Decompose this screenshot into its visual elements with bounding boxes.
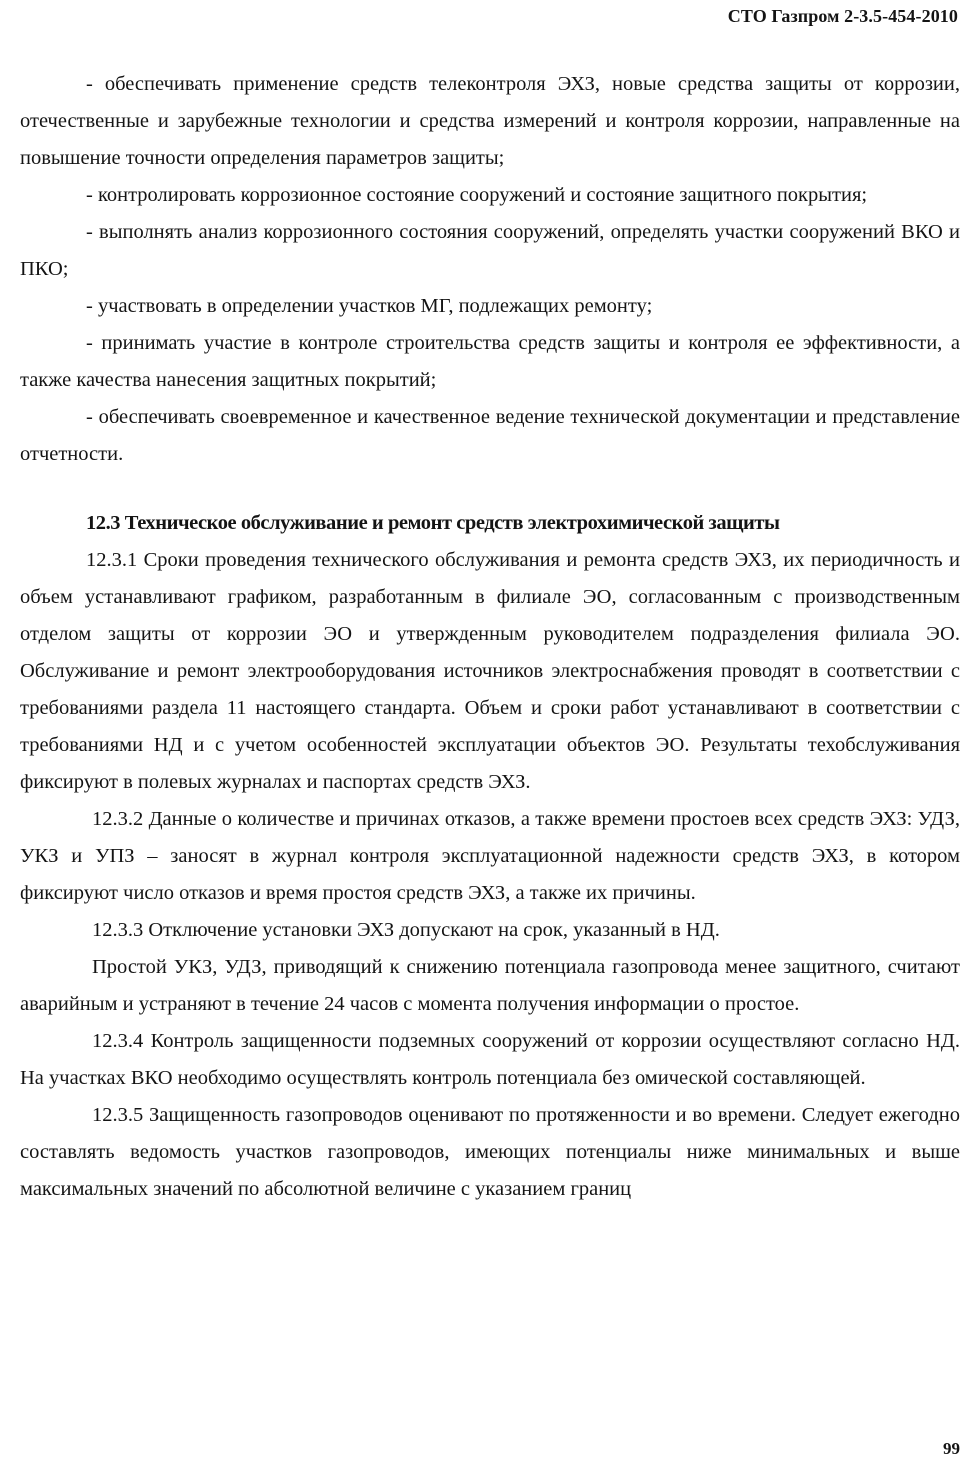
paragraph: 12.3.2 Данные о количестве и причинах отказов, а также времени простоев всех средств ЭХЗ: УДЗ, УКЗ и УПЗ – заносят в журнал контроля эксплуатационной надежности средств ЭХЗ, в котором фиксируют число отказов и время простоя средств ЭХЗ, а также их причины. [20,808,960,904]
list-item: - участвовать в определении участков МГ, подлежащих ремонту; [86,295,653,317]
list-item: - принимать участие в контроле строительства средств защиты и контроля ее эффективности, а также качества нанесения защитных покрытий; [20,332,960,391]
list-item: - выполнять анализ коррозионного состояния сооружений, определять участки сооружений ВКО и ПКО; [20,221,960,280]
paragraph: 12.3.4 Контроль защищенности подземных сооружений от коррозии осуществляют согласно НД. На участках ВКО необходимо осуществлять контроль потенциала без омической составляющей. [20,1030,960,1089]
list-item: - обеспечивать своевременное и качественное ведение технической документации и представление отчетности. [20,406,960,465]
list-item: - обеспечивать применение средств телеконтроля ЭХЗ, новые средства защиты от коррозии, отечественные и зарубежные технологии и средства измерений и контроля коррозии, направленные на повышение точности определения параметров защиты; [20,73,960,169]
section-heading: 12.3 Техническое обслуживание и ремонт средств электрохимической защиты [86,512,780,534]
paragraph: 12.3.3 Отключение установки ЭХЗ допускают на срок, указанный в НД. [92,919,720,941]
section-spacer [20,473,960,505]
document-code-header: СТО Газпром 2-3.5-454-2010 [727,6,958,26]
paragraph: Простой УКЗ, УДЗ, приводящий к снижению потенциала газопровода менее защитного, считают аварийным и устраняют в течение 24 часов с момента получения информации о простое. [20,956,960,1015]
paragraph: 12.3.1 Сроки проведения технического обслуживания и ремонта средств ЭХЗ, их периодичность и объем устанавливают графиком, разработанным в филиале ЭО, согласованным с производственным отделом защиты от коррозии ЭО и утвержденным руководителем подразделения филиала ЭО. Обслуживание и ремонт электрооборудования источников электроснабжения проводят в соответствии с требованиями раздела 11 настоящего стандарта. Объем и сроки работ устанавливают в соответствии с требованиями НД и с учетом особенностей эксплуатации объектов ЭО. Результаты техобслуживания фиксируют в полевых журналах и паспортах средств ЭХЗ. [20,549,960,793]
list-item: - контролировать коррозионное состояние сооружений и состояние защитного покрытия; [86,184,868,206]
paragraph: 12.3.5 Защищенность газопроводов оценивают по протяженности и во времени. Следует ежегодно составлять ведомость участков газопроводов, имеющих потенциалы ниже минимальных и выше максимальных значений по абсолютной величине с указанием границ [20,1104,960,1200]
page-number: 99 [943,1439,960,1458]
page-content [20,66,960,1208]
